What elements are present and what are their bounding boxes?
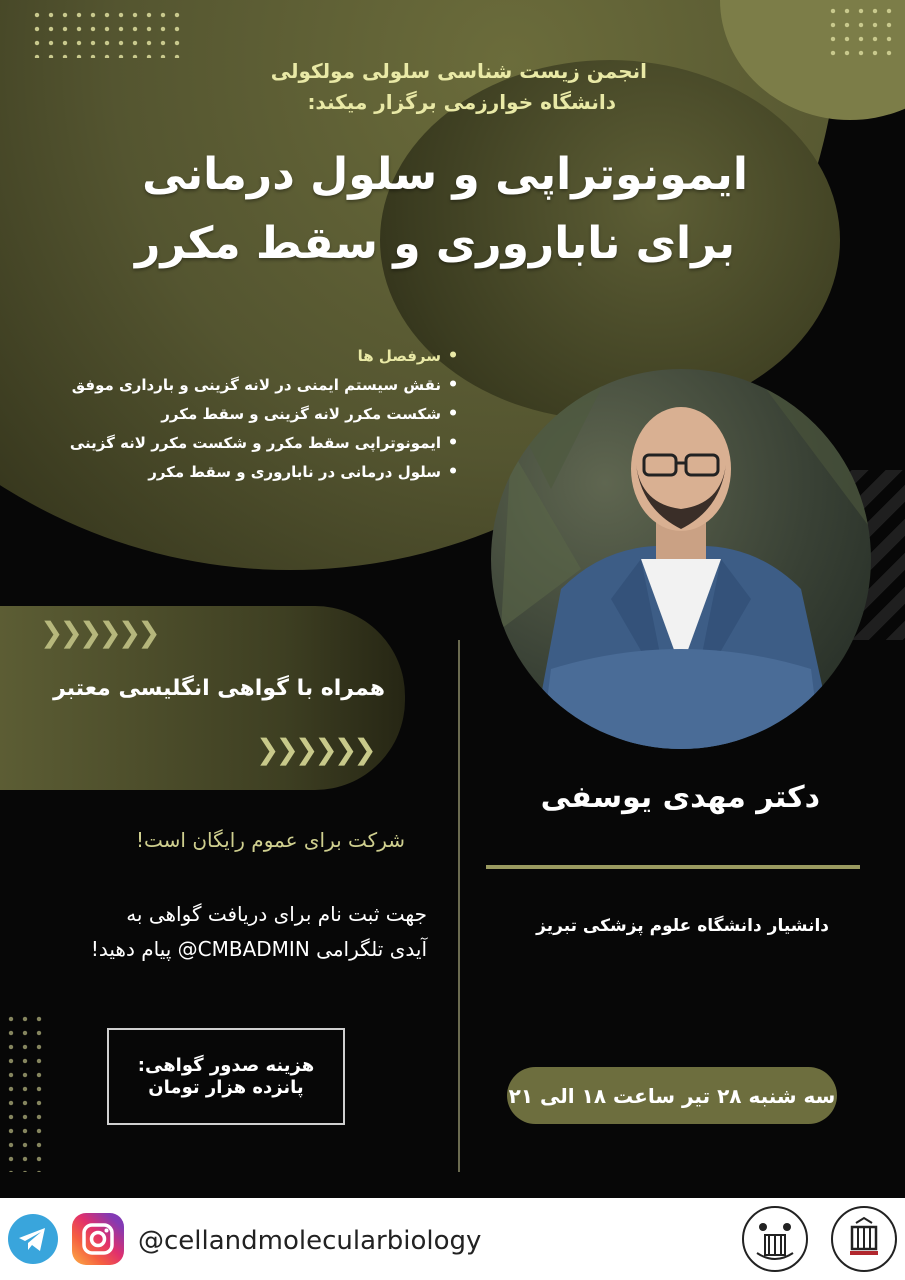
social-handle[interactable]: @cellandmolecularbiology: [138, 1226, 482, 1256]
dot-pattern: [826, 4, 900, 64]
topic-item: • شکست مکرر لانه گزینی و سقط مکرر: [0, 400, 465, 429]
fee-box: [107, 1028, 345, 1125]
free-admission-note: شرکت برای عموم رایگان است!: [136, 828, 405, 852]
instagram-icon[interactable]: [72, 1213, 124, 1265]
society-logo: [742, 1206, 808, 1272]
divider-horizontal: [486, 865, 860, 869]
university-logo: [831, 1206, 897, 1272]
event-subtitle: برای ناباروری و سقط مکرر: [135, 218, 735, 269]
topics-heading: • سرفصل ها: [0, 342, 465, 371]
divider-vertical: [458, 640, 460, 1172]
topic-item: • سلول درمانی در ناباروری و سقط مکرر: [0, 458, 465, 487]
topic-item: • ایمونوتراپی سقط مکرر و شکست مکرر لانه گزینی: [0, 429, 465, 458]
event-date: سه شنبه ۲۸ تیر ساعت ۱۸ الی ۲۱: [507, 1067, 837, 1124]
speaker-position: دانشیار دانشگاه علوم پزشکی تبریز: [536, 916, 829, 936]
dot-pattern: [30, 8, 182, 58]
fee-amount: پانزده هزار تومان: [148, 1076, 304, 1098]
chevron-decoration-icon: ❯❯❯❯❯❯: [40, 616, 157, 649]
registration-line: جهت ثبت نام برای دریافت گواهی به: [126, 902, 427, 926]
chevron-decoration-icon: ❯❯❯❯❯❯: [256, 733, 373, 766]
speaker-photo: [491, 369, 871, 749]
speaker-portrait: [491, 369, 871, 749]
telegram-icon[interactable]: [8, 1214, 58, 1264]
fee-label: هزینه صدور گواهی:: [137, 1054, 315, 1076]
organizer-subline: دانشگاه خوارزمی برگزار میکند:: [307, 90, 616, 114]
organizer-line: انجمن زیست شناسی سلولی مولکولی: [270, 59, 647, 83]
event-title: ایمونوتراپی و سلول درمانی: [142, 149, 748, 200]
topics-list: [0, 342, 465, 487]
registration-note: [0, 897, 427, 967]
speaker-name: دکتر مهدی یوسفی: [540, 780, 820, 815]
registration-line: آیدی تلگرامی CMBADMIN@ پیام دهید!: [90, 937, 427, 961]
topic-item: • نقش سیستم ایمنی در لانه گزینی و بارداری موفق: [0, 371, 465, 400]
certificate-text: همراه با گواهی انگلیسی معتبر: [53, 676, 385, 701]
dot-pattern: [4, 1012, 44, 1172]
